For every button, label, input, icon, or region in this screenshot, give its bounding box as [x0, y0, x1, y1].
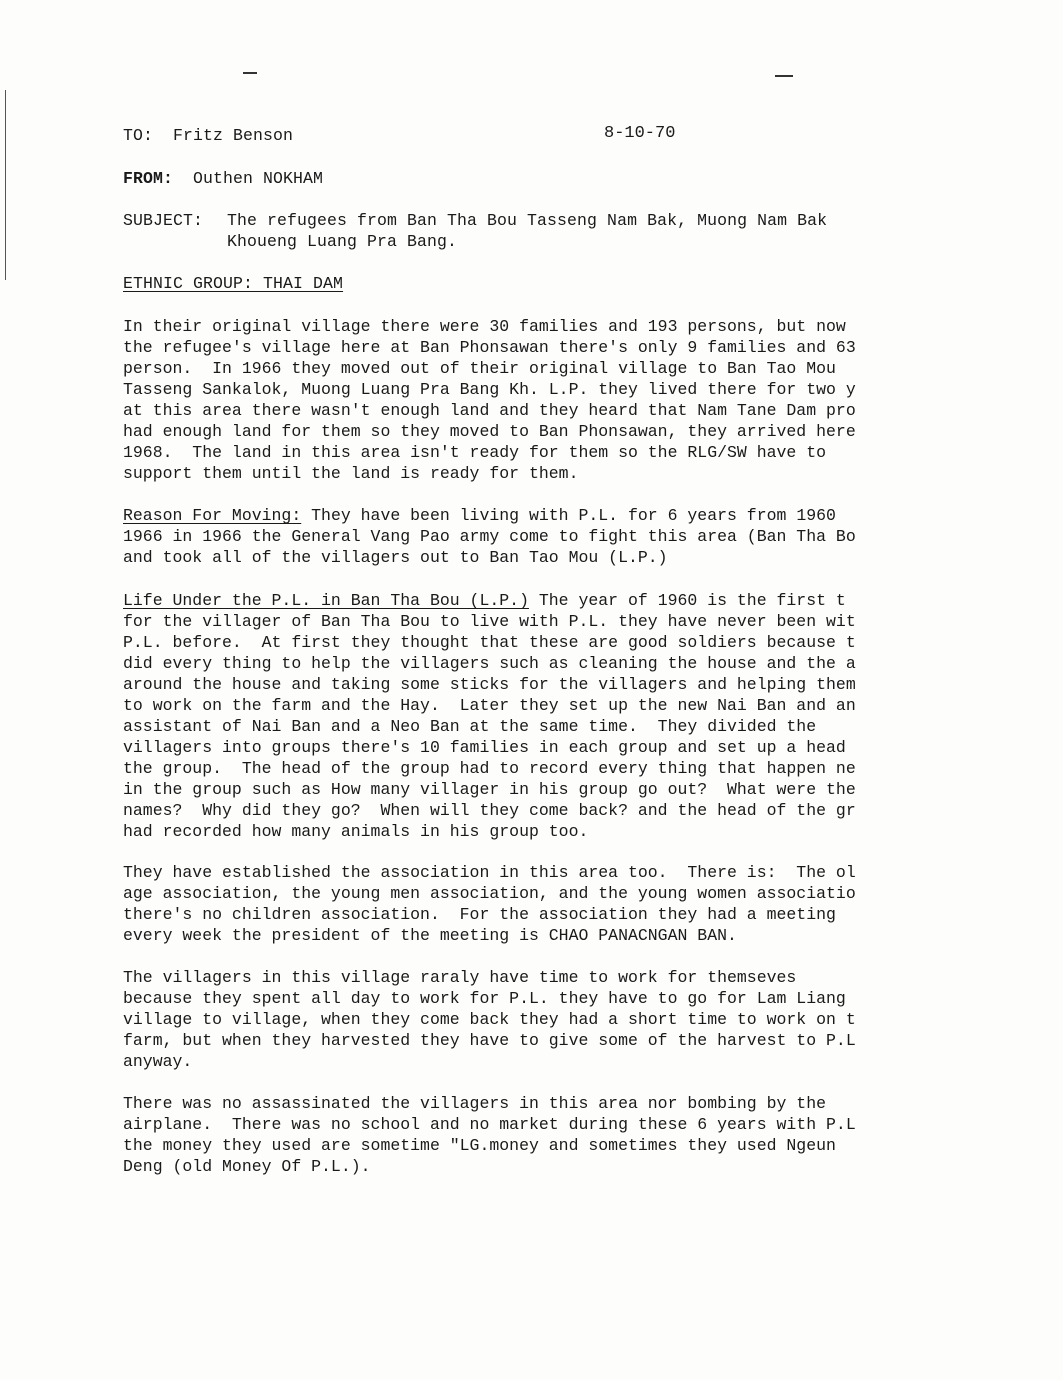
p3-line: did every thing to help the villagers such as cleaning the house and the a [123, 654, 856, 673]
p4-line: every week the president of the meeting is CHAO PANACNGAN BAN. [123, 926, 737, 945]
from-label: FROM: [123, 169, 174, 188]
paragraph-work [123, 967, 893, 1072]
p5-line: farm, but when they harvested they have to give some of the harvest to P.L [123, 1031, 856, 1050]
p4-line: age association, the young men association, and the young women associatio [123, 884, 856, 903]
p3-line: assistant of Nai Ban and a Neo Ban at the same time. They divided the [123, 717, 817, 736]
p6-line: Deng (old Money Of P.L.). [123, 1157, 371, 1176]
paragraph-no-school [123, 1093, 893, 1177]
p4-line: They have established the association in this area too. There is: The ol [123, 863, 856, 882]
p1-line: had enough land for them so they moved to Ban Phonsawan, they arrived here [123, 422, 856, 441]
p1-line: at this area there wasn't enough land and they heard that Nam Tane Dam pro [123, 401, 856, 420]
ethnic-group-heading: ETHNIC GROUP: THAI DAM [123, 274, 344, 293]
paragraph-life-under-pl [123, 590, 893, 842]
p5-line: because they spent all day to work for P.L. they have to go for Lam Liang [123, 989, 846, 1008]
subject-label: SUBJECT: [123, 211, 204, 230]
p1-line: the refugee's village here at Ban Phonsawan there's only 9 families and 63 [123, 338, 856, 357]
p3-line: villagers into groups there's 10 families in each group and set up a head [123, 738, 846, 757]
p3-line: P.L. before. At first they thought that these are good soldiers because t [123, 633, 856, 652]
p1-line: Tasseng Sankalok, Muong Luang Pra Bang Kh. L.P. they lived there for two y [123, 380, 856, 399]
paragraph-original-village [123, 316, 893, 484]
scan-edge-line [5, 90, 6, 280]
paragraph-association [123, 862, 893, 946]
p3-line: had recorded how many animals in his group too. [123, 822, 589, 841]
scan-mark-left [243, 72, 257, 74]
p6-line: the money they used are sometime "LG.money and sometimes they used Ngeun [123, 1136, 836, 1155]
p1-line: person. In 1966 they moved out of their original village to Ban Tao Mou [123, 359, 836, 378]
p5-line: village to village, when they come back they had a short time to work on t [123, 1010, 856, 1029]
p5-line: anyway. [123, 1052, 193, 1071]
p3-line: in the group such as How many villager in his group go out? What were the [123, 780, 856, 799]
p3-line: The year of 1960 is the first t [528, 591, 846, 610]
p6-line: There was no assassinated the villagers in this area nor bombing by the [123, 1094, 827, 1113]
subject-line-2: Khoueng Luang Pra Bang. [227, 232, 458, 251]
p3-line: to work on the farm and the Hay. Later they set up the new Nai Ban and an [123, 696, 856, 715]
life-under-pl-heading: Life Under the P.L. in Ban Tha Bou (L.P.) [123, 591, 529, 610]
p3-line: for the villager of Ban Tha Bou to live with P.L. they have never been wit [123, 612, 856, 631]
p3-line: names? Why did they go? When will they come back? and the head of the gr [123, 801, 856, 820]
from-value: Outhen NOKHAM [193, 169, 324, 188]
memo-date: 8-10-70 [604, 124, 676, 143]
p2-line: They have been living with P.L. for 6 years from 1960 [301, 506, 836, 525]
reason-for-moving-heading: Reason For Moving: [123, 506, 302, 525]
to-label: TO: [123, 126, 154, 145]
p2-line: 1966 in 1966 the General Vang Pao army come to fight this area (Ban Tha Bo [123, 527, 856, 546]
p1-line: In their original village there were 30 families and 193 persons, but now [123, 317, 846, 336]
to-value: Fritz Benson [173, 126, 294, 145]
p3-line: the group. The head of the group had to record every thing that happen ne [123, 759, 856, 778]
p2-line: and took all of the villagers out to Ban Tao Mou (L.P.) [123, 548, 668, 567]
p5-line: The villagers in this village raraly have time to work for themseves [123, 968, 797, 987]
scan-mark-right [775, 75, 793, 77]
paragraph-reason-for-moving [123, 505, 893, 568]
subject-line-1: The refugees from Ban Tha Bou Tasseng Nam Bak, Muong Nam Bak [227, 211, 828, 230]
p4-line: there's no children association. For the association they had a meeting [123, 905, 836, 924]
p3-line: around the house and taking some sticks for the villagers and helping them [123, 675, 856, 694]
to-line [123, 126, 293, 145]
p1-line: 1968. The land in this area isn't ready for them so the RLG/SW have to [123, 443, 827, 462]
p6-line: airplane. There was no school and no market during these 6 years with P.L [123, 1115, 856, 1134]
from-line [123, 169, 323, 188]
p1-line: support them until the land is ready for them. [123, 464, 579, 483]
